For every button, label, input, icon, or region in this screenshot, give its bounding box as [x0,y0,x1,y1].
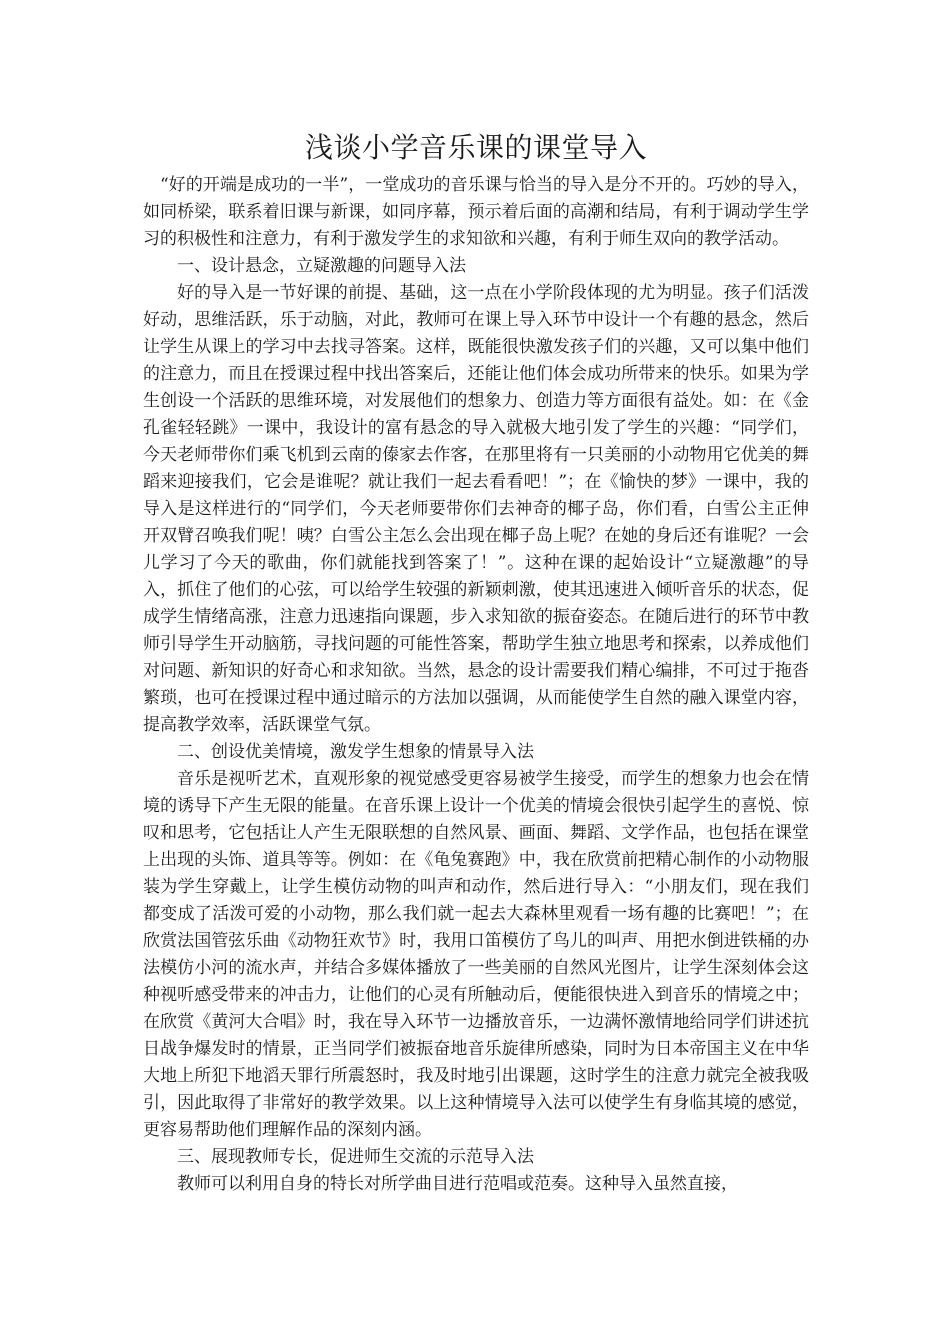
section-heading-3: 三、展现教师专长，促进师生交流的示范导入法 [177,1147,534,1167]
intro-paragraph: “好的开端是成功的一半”，一堂成功的音乐课与恰当的导入是分不开的。巧妙的导入，如同桥梁，联系着旧课与新课，如同序幕，预示着后面的高潮和结局，有利于调动学生学习的积极性和注意力，有利于激发学生的求知欲和兴趣，有利于师生双向的教学活动。 [143,175,809,249]
section-heading-1: 一、设计悬念，立疑激趣的问题导入法 [177,256,466,276]
document-body [143,124,809,1198]
section-heading-2: 二、创设优美情境，激发学生想象的情景导入法 [177,742,534,762]
document-title: 浅谈小学音乐课的课堂导入 [304,131,647,164]
section-paragraph-2: 音乐是视听艺术，直观形象的视觉感受更容易被学生接受，而学生的想象力也会在情境的诱导下产生无限的能量。在音乐课上设计一个优美的情境会很快引起学生的喜悦、惊叹和思考，它包括让人产生无限联想的自然风景、画面、舞蹈、文学作品，也包括在课堂上出现的头饰、道具等等。例如：在《龟兔赛跑》中，我在欣赏前把精心制作的小动物服装为学生穿戴上，让学生模仿动物的叫声和动作，然后进行导入：“小朋友们，现在我们都变成了活泼可爱的小动物，那么我们就一起去大森林里观看一场有趣的比赛吧！”；在欣赏法国管弦乐曲《动物狂欢节》时，我用口笛模仿了鸟儿的叫声、用把水倒进铁桶的办法模仿小河的流水声，并结合多媒体播放了一些美丽的自然风光图片，让学生深刻体会这种视听感受带来的冲击力，让他们的心灵有所触动后，便能很快进入到音乐的情境之中；在欣赏《黄河大合唱》时，我在导入环节一边播放音乐，一边满怀激情地给同学们讲述抗日战争爆发时的情景，正当同学们被振奋地音乐旋律所感染，同时为日本帝国主义在中华大地上所犯下地滔天罪行所震怒时，我及时地引出课题，这时学生的注意力就完全被我吸引，因此取得了非常好的教学效果。以上这种情境导入法可以使学生有身临其境的感觉，更容易帮助他们理解作品的深刻内涵。 [143,769,809,1140]
section-paragraph-1: 好的导入是一节好课的前提、基础，这一点在小学阶段体现的尤为明显。孩子们活泼好动，思维活跃，乐于动脑，对此，教师可在课上导入环节中设计一个有趣的悬念，然后让学生从课上的学习中去找寻答案。这样，既能很快激发孩子们的兴趣，又可以集中他们的注意力，而且在授课过程中找出答案后，还能让他们体会成功所带来的快乐。如果为学生创设一个活跃的思维环境，对发展他们的想象力、创造力等方面很有益处。如：在《金孔雀轻轻跳》一课中，我设计的富有悬念的导入就极大地引发了学生的兴趣：“同学们，今天老师带你们乘飞机到云南的傣家去作客，在那里将有一只美丽的小动物用它优美的舞蹈来迎接我们，它会是谁呢？就让我们一起去看看吧！”；在《愉快的梦》一课中，我的导入是这样进行的“同学们，今天老师要带你们去神奇的椰子岛，你们看，白雪公主正伸开双臂召唤我们呢！咦？白雪公主怎么会出现在椰子岛上呢？在她的身后还有谁呢？一会儿学习了今天的歌曲，你们就能找到答案了！”。这种在课的起始设计“立疑激趣”的导入，抓住了他们的心弦，可以给学生较强的新颖刺激，使其迅速进入倾听音乐的状态，促成学生情绪高涨，注意力迅速指向课题，步入求知欲的振奋姿态。在随后进行的环节中教师引导学生开动脑筋，寻找问题的可能性答案，帮助学生独立地思考和探索，以养成他们对问题、新知识的好奇心和求知欲。当然，悬念的设计需要我们精心编排，不可过于拖沓繁琐，也可在授课过程中通过暗示的方法加以强调，从而能使学生自然的融入课堂内容，提高教学效率，活跃课堂气氛。 [143,283,809,735]
section-paragraph-3: 教师可以利用自身的特长对所学曲目进行范唱或范奏。这种导入虽然直接， [177,1174,738,1194]
